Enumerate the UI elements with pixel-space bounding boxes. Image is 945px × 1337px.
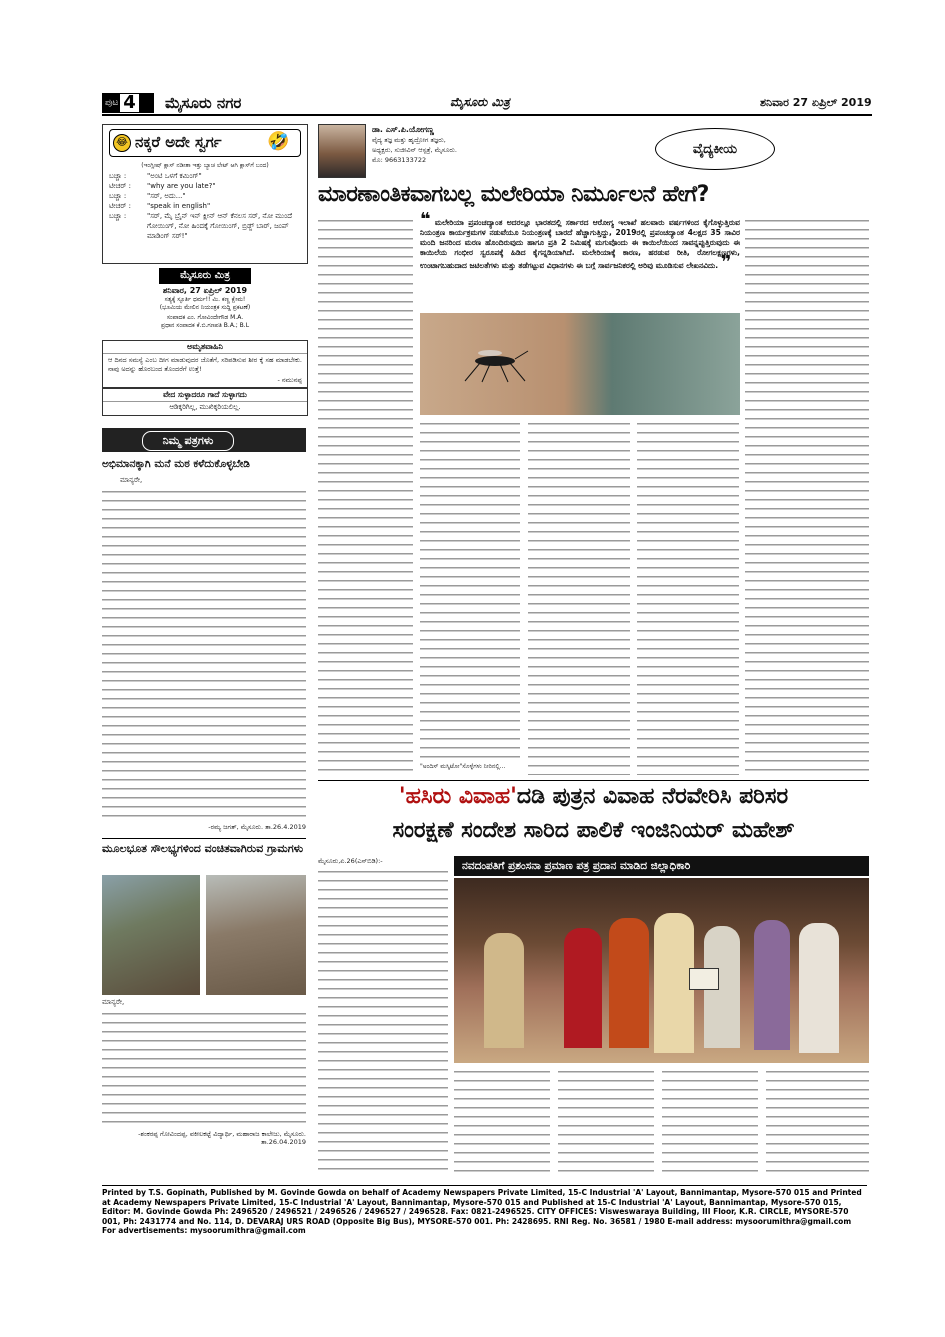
quote-close-icon: ❞ [720,252,732,273]
joke-dialogue [109,171,303,241]
photo-figure [609,918,649,1048]
letters-column [102,428,306,1154]
letter2-title: ಮೂಲಭೂತ ಸೌಲಭ್ಯಗಳಿಂದ ವಂಚಿತವಾಗಿರುವ ಗ್ರಾಮಗಳು [102,842,304,855]
masthead-date: ಶನಿವಾರ, 27 ಏಪ್ರಿಲ್ 2019 [162,286,248,295]
masthead-title: ಮೈಸೂರು ಮಿತ್ರ [159,268,251,284]
column-label: ವೈದ್ಯಕೀಯ [655,128,775,170]
malaria-headline: ಮಾರಣಾಂತಿಕವಾಗಬಲ್ಲ ಮಲೇರಿಯಾ ನಿರ್ಮೂಲನೆ ಹೇಗೆ? [318,181,709,207]
veda-box [102,388,308,416]
quote-open-icon: ❝ [420,209,431,230]
malaria-col-5 [745,215,869,775]
joke-line: ಬಚ್ಚಾ : "ಸರ್, ಅದು..." [109,192,186,200]
photo-figure [799,923,839,1053]
hasiru-col-2 [454,1066,550,1176]
section-title: ಮೈಸೂರು ನಗರ [165,94,242,112]
malaria-col-2 [420,418,520,758]
hasiru-col-4 [662,1066,758,1176]
road-photo [206,875,306,995]
villagers-photo [102,875,200,995]
laughing-face-icon: 😂 [113,134,131,152]
header-brand: ಮೈಸೂರು ಮಿತ್ರ [450,95,510,109]
story-divider [318,780,869,781]
amruta-author: - ನಮುನಪ್ಪ [277,376,302,384]
letter1-salute: ಮಾನ್ಯರೇ, [120,476,143,484]
letter1-title: ಅಭಿಮಾನಕ್ಕಾಗಿ ಮನೆ ಮಠ ಕಳೆದುಕೊಳ್ಳಬೇಡಿ [102,458,250,470]
doctor-name: ಡಾ. ಎಸ್.ಪಿ.ಯೋಗಣ್ಣ [372,125,434,134]
masthead [110,268,300,334]
letter1-signature: -ರಮ್ಯ ಜಗತ್, ಮೈಸೂರು. ತಾ.26.4.2019 [208,823,306,831]
hasiru-col-5 [766,1066,869,1176]
imprint-footer: Printed by T.S. Gopinath, Published by M. Govinde Gowda on behalf of Academy Newspapers Private Limited, 15-C Industrial 'A' Layout, Bannimantap, Mysore-570 015 and Printed at Academy Newspapers Private Limited, 15-C Industrial 'A' Layout, Bannimantap, Mysore-570 015 and Published at 15-C Industrial 'A' Layout, Bannimantap, Mysore-570 015, Editor: M. Govinde Gowda Ph: 2496520 / 2496521 / 2496526 / 2496527 / 2496528. Fax: 0821-2496525. CITY OFFICES: Visweswaraya Building, III Floor, K.R. CIRCLE, MYSORE-570 001, Ph: 2431774 and No. 114, D. DEVARAJ URS ROAD (Opposite Big Bus), MYSORE-570 001. Ph: 2428695. RNI Reg. No. 36581 / 1980 E-mail address: mysoorumithra@gmail.com For advertisements: mysoorumithra@gmail.com [102,1185,867,1239]
hasiru-col-1 [318,866,448,1176]
laughing-figure-icon: 🤣 [267,131,290,152]
letter1-body [102,486,306,821]
doctor-photo [318,124,366,178]
photo-figure [484,933,524,1048]
masthead-editor: ಸಂಪಾದಕ ಎಂ. ಗೋವಿಂದೇಗೌಡ M.A. [166,314,244,321]
amruta-box [102,340,308,388]
joke-line: ಟೀಚರ್ : "why are you late?" [109,182,216,190]
malaria-pullquote: ❝ ಮಲೇರಿಯಾ ಪ್ರಪಂಚದ್ಯಾಂತ ಅದರಲ್ಲೂ ಭಾರತದಲ್ಲಿ ಸರ್ಕಾರದ ಆರೋಗ್ಯ ಇಲಾಖೆ ಹಲವಾರು ವರ್ಷಗಳಿಂದ ಕೈಗೊಳ್ಳುತ್ತಿರುವ ನಿಯಂತ್ರಣ ಕಾರ್ಯಕ್ರಮಗಳ ನಡುವೆಯೂ ನಿಯಂತ್ರಣಕ್ಕೆ ಬಾರದೆ ಹೆಚ್ಚಾಗುತ್ತಿದ್ದು, 2019ರಲ್ಲಿ ಪ್ರಪಂಚದ್ಯಾಂತ 4ಲಕ್ಷದ 35 ಸಾವಿರ ಮಂದಿ ಜನರಿಂದ ಮರಣ ಹೊಂದಿರುವುದು ಹಾಗೂ ಪ್ರತಿ 2 ನಿಮಿಷಕ್ಕೆ ಮಗುವೊಂದು ಈ ಕಾಯಿಲೆಯಿಂದ ಸಾವನ್ನಪ್ಪುತ್ತಿರುವುದು ಈ ಕಾಯಿಲೆಯ ಗಂಭೀರ ಸ್ವರೂಪಕ್ಕೆ ಹಿಡಿದ ಕೈಗನ್ನಡಿಯಾಗಿದೆ. ಮಲೇರಿಯಾಕ್ಕೆ ಕಾರಣ, ಹರಡುವ ರೀತಿ, ರೋಗಲಕ್ಷಣಗಳು, ಉಂಟಾಗಬಹುದಾದ ಜಟಿಲತೆಗಳು ಮತ್ತು ತಡೆಗಟ್ಟುವ ವಿಧಾನಗಳು ಈ ಬಗ್ಗೆ ಸಾರ್ವಜನಿಕರಲ್ಲಿ ಅರಿವು ಮೂಡಿಸುವ ಲೇಖನವಿದು. ❞ [420,209,740,273]
certificate-frame [689,968,719,990]
joke-line: ಬಚ್ಚಾ : "ಅಂಟಿ ಒಳಗೆ ಕಮಿಂಗ್" [109,172,202,180]
malaria-col-3 [528,418,630,775]
page-number-box [102,93,154,113]
hasiru-dateline: ಮೈಸೂರು,ಏ.26(ಎಸ್‌ಬಿಡಿ):- [318,857,383,865]
doctor-phone: ಮೊ: 9663133722 [372,156,427,164]
header-date: ಶನಿವಾರ 27 ಏಪ್ರಿಲ್ 2019 [760,96,872,109]
malaria-caption: "ಅಂದಿಸ್ ಮಸ್ಕಿಟೋ"ಸೊಳ್ಳೆಗಳು ನೀರಿನಲ್ಲಿ... [420,763,506,770]
amruta-title: ಅಮೃತವಾಹಿನಿ [103,341,307,354]
joke-intro: (ಇಂಗ್ಲೀಷ್ ಕ್ಲಾಸ್ ನಡೀತಾ ಇತ್ತು ಬ್ಯಾಚ ಲೇಟ್ ಆಗಿ ಕ್ಲಾಸ್‌ಗೆ ಬಂದ) [141,162,269,169]
photo-caption: ನವದಂಪತಿಗೆ ಪ್ರಶಂಸನಾ ಪ್ರಮಾಣ ಪತ್ರ ಪ್ರದಾನ ಮಾಡಿದ ಜಿಲ್ಲಾಧಿಕಾರಿ [462,860,691,872]
wedding-photo [454,878,869,1063]
letter2-body [102,1008,306,1130]
veda-text: ಆಡಿಕ್ಕರಿಗಿಲ್ಲ, ಮುಖಿಕ್ಕರಿಯಲಿಲ್ಲ. [169,403,241,411]
veda-title: ವೇದ ಸುಳ್ಳಾದರೂ ಗಾದೆ ಸುಳ್ಳಾಗದು [103,389,307,402]
photo-figure [654,913,694,1053]
masthead-chief-editor: ಪ್ರಧಾನ ಸಂಪಾದಕ ಕೆ.ಬಿ.ಗಣಪತಿ B.A.; B.L [160,322,250,329]
mosquito-water-photo [420,313,740,415]
doctor-designation-1: ವೈದ್ಯ ತಜ್ಞ ಮತ್ತು ಹೃದ್ರೋಗ ತಜ್ಞರು, [372,136,446,144]
masthead-subtitle: (ಭೂಮಿಯ ಮೇಲಿನ ನಿಯಂತ್ರಕ ಸುದ್ದಿ ಪ್ರಕಟಣೆ) [159,304,251,311]
letter2-salute: ಮಾನ್ಯರೇ, [102,998,125,1006]
malaria-col-4 [637,418,739,775]
masthead-motto: ಸತ್ಯಕ್ಕೆ ಸ್ಫೂರ್ತಿ ಧರ್ಮ!! ಮಿ. ಕಣ್ಣ ಕ್ಷೇಮ! [164,296,246,303]
hasiru-col-3 [558,1066,654,1176]
hasiru-headline-2: ಸಂರಕ್ಷಣೆ ಸಂದೇಶ ಸಾರಿದ ಪಾಲಿಕೆ ಇಂಜಿನಿಯರ್ ಮಹೇಶ್ [392,818,795,843]
letter-divider [102,838,306,839]
page-number: 4 [120,94,139,112]
letters-banner [102,428,306,452]
letter2-signature: -ಶಂಕರಪ್ಪ ಗೋವಿಂದಪ್ಪ, ವಕೀಲಕಟ್ಟೆ ವಿದ್ಯಾರ್ಥಿ, ಮಹಾರಾಜ ಕಾಲೇಜು, ಮೈಸೂರು. ತಾ.26.04.2019 [138,1130,306,1146]
doctor-designation-2: ಅಧ್ಯಕ್ಷರು, ಸುಜೀವಿನ್ ಆಸ್ಪತ್ರೆ, ಮೈಸೂರು. [372,146,457,154]
amruta-text: ಆ ದಿನದ ಸಮಸ್ಯೆ ಎಂಬ ದೀಗ ಮಾಡುವುದರ ಜೊತೆಗೆ, ಸರಿಪಡಿಸುವ ಶೀರ ಕ್ಕೆ ಸಹ ಮಾಡಬೇಕು. ನಾವು ಅದನ್ನು ಹೊರಬಂದ ತೊಂದರೆಗೆ ಉತ್ತೆ! [108,356,302,373]
photo-figure [564,928,602,1048]
joke-box [102,124,308,264]
malaria-col-1 [318,215,413,775]
mosquito-icon [460,343,530,383]
joke-line: ಬಚ್ಚಾ : "ಸರ್, ಮೈ ಬ್ರೈನ್ ಇನ್ ಕ್ಲೀನ್ ಆನ್ ಕೆನಲಸ ಸರ್, ನೋ ಮುಂದೆ ಗೋಯಿಂಗ್, ನೋ ಹಿಂದಕ್ಕೆ ಗೋಯಿಂಗ್, ಬ್ರಿಡ್ಜ್ ಬಾರ್, ಜಂಪ್ ಮಾಡಿಂಗ್ ಸರ್!" [109,212,293,240]
letters-section-title: ನಿಮ್ಮ ಪತ್ರಗಳು [142,431,234,451]
hasiru-headline-1: 'ಹಸಿರು ವಿವಾಹ'ದಡಿ ಪುತ್ರನ ವಿವಾಹ ನೆರವೇರಿಸಿ ಪರಿಸರ [398,784,789,809]
joke-title: ನಕ್ಕರೆ ಅದೇ ಸ್ವರ್ಗ [135,133,222,151]
page-label: ಪುಟ [105,98,119,108]
joke-line: ಟೀಚರ್ : "speak in english" [109,202,211,210]
malaria-headline-bar [318,178,869,210]
photo-caption-bar [454,856,869,876]
photo-figure [754,920,790,1050]
